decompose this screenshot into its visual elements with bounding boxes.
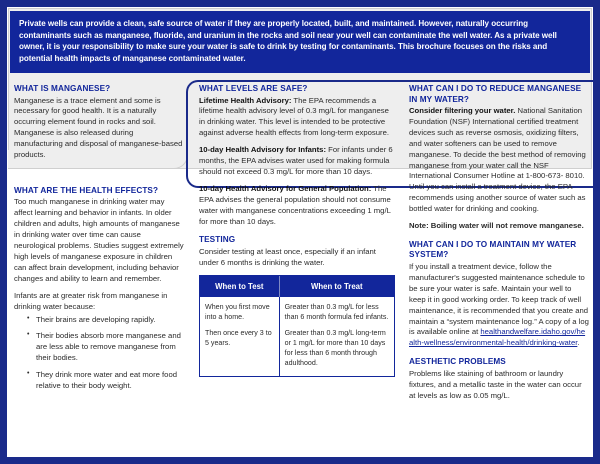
heading-testing: TESTING [199, 235, 236, 245]
lead-10day-infants: 10-day Health Advisory for Infants: [199, 145, 327, 155]
page-border-inner-line [6, 6, 594, 458]
cell-line: Then once every 3 to 5 years. [205, 329, 272, 348]
intro-text: Private wells can provide a clean, safe source of water if they are properly located, built, and maintained. However, naturally occurring contaminants such as manganese, fluoride, and uranium in the rocks and soil near your well can contaminate the well water. As a private well owner, it is your responsibility to make sure your water is safe to drink by testing for contaminants. This brochure focuses on the risks and potential health impacts of manganese contaminated water. [19, 19, 557, 63]
lead-10day-general: 10-day Health Advisory for General Population: [199, 183, 372, 193]
body-maintain-before-link: If you install a treatment device, follow the manufacturer's suggested maintenance schedule to be sure your water is safe. Maintain your well to keep it in good working order. To keep track of well maintenance, it is recommended that you create and maintain a “system maintenance log.” A copy of a log is available online at [409, 261, 589, 337]
list-item: • Their bodies absorb more manganese and are less able to remove manganese from their bodies. [27, 331, 184, 364]
table-header-when-to-treat: When to Treat [279, 276, 394, 297]
text-aesthetic-problems: Problems like staining of bathroom or laundry fixtures, and a metallic taste in the water can occur at levels as low as 0.05 mg/L. [409, 368, 582, 400]
cell-line: When you first move into a home. [205, 302, 270, 321]
cell-line: Greater than 0.3 mg/L long-term or 1 mg/L for more than 10 days for less than 6 month through adulthood. [284, 329, 386, 367]
heading-aesthetic-problems: AESTHETIC PROBLEMS [409, 357, 506, 367]
body-10day-infants: For infants under 6 months, the EPA advises water used for making formula should not exceed 0.3 mg/L for more than 10 days. [199, 145, 393, 176]
body-reduce-manganese: National Sanitation Foundation (NSF) International certified treatment devices such as reverse osmosis, oxidizing filters, and water softeners can be used to remove manganese. To decide the best method of removing manganese from your water call the NSF International Consumer Hotline at 1-800-673- 8010. Until you can install a treatment device, the EPA recommends using another source of water such as bottled water for drinking and cooking. [409, 106, 586, 214]
text-testing: Consider testing at least once, especially if an infant under 6 months is drinking the water. [199, 246, 376, 267]
heading-what-levels-are-safe: WHAT LEVELS ARE SAFE? [199, 84, 308, 93]
lead-lifetime-health-advisory: Lifetime Health Advisory: [199, 95, 292, 105]
heading-maintain-water-system: WHAT CAN I DO TO MAINTAIN MY WATER SYSTEM? [409, 239, 577, 260]
body-10day-general: The EPA advises the general population should not consume water with manganese concentrations exceeding 1 mg/L for more than 10 days. [199, 183, 391, 226]
lead-consider-filtering: Consider filtering your water. [409, 106, 516, 115]
heading-health-effects: WHAT ARE THE HEALTH EFFECTS? [14, 185, 159, 195]
body-lifetime-health-advisory: The EPA recommends a lifetime health advisory level of 0.3 mg/L for manganese in drinking water. This level is intended to be protective against adverse health effects from long-term exposure. [199, 95, 390, 138]
table-header-when-to-test: When to Test [200, 276, 279, 297]
heading-what-is-manganese: WHAT IS MANGANESE? [14, 84, 111, 93]
cell-line: Greater than 0.3 mg/L for less than 6 month formula fed infants. [284, 302, 389, 321]
text-health-effects: Too much manganese in drinking water may affect learning and behavior in infants. In older children and adults, high amounts of manganese in drinking water over time can cause neurological problems. Studies suggest extremely high levels of manganese exposure in children can affect brain development, including behavior changes and ability to learn and remember. [14, 197, 184, 283]
heading-reduce-manganese: WHAT CAN I DO TO REDUCE MANGANESE IN MY WATER? [409, 84, 582, 104]
list-item: • Their brains are developing rapidly. [27, 315, 184, 326]
text-infants-risk-intro: Infants are at greater risk from manganese in drinking water because: [14, 290, 168, 311]
body-maintain-after-link: . [577, 338, 580, 348]
link-idaho-drinking-water[interactable]: healthandwelfare.idaho.gov/health-wellness/environmental-health/drinking-water [409, 327, 586, 348]
note-boiling-water: Note: Boiling water will not remove manganese. [409, 221, 584, 231]
list-item: • They drink more water and eat more food relative to their body weight. [27, 370, 184, 392]
text-what-is-manganese: Manganese is a trace element and some is necessary for good health. It is a naturally occurring element found in rocks and soil. Manganese is also released during manufacturing and disposal of manganese-based products. [14, 95, 183, 160]
